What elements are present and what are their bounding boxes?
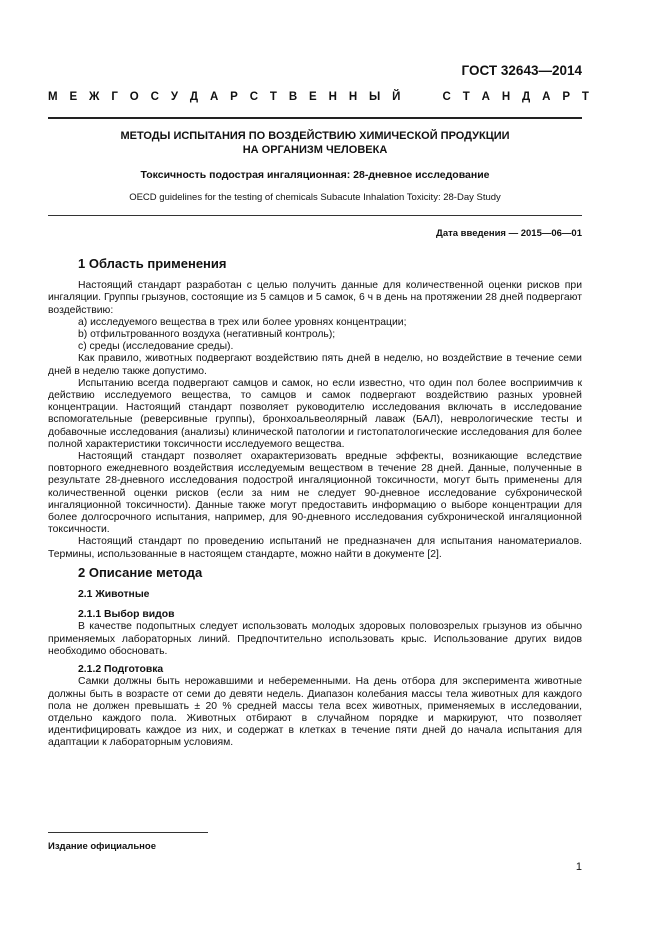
subsection-2-1-heading: 2.1 Животные (78, 589, 150, 601)
subsection-2-1-1-heading: 2.1.1 Выбор видов (78, 609, 175, 621)
title-line-1: МЕТОДЫ ИСПЫТАНИЯ ПО ВОЗДЕЙСТВИЮ ХИМИЧЕСКОЙ ПРОДУКЦИИ (120, 130, 510, 142)
paragraph: Испытанию всегда подвергают самцов и самок, но если известно, что один пол более восприимчив к действию исследуемого вещества, то самцов и самок подвергают воздействию разных уровней концентрации. Настоящий стандарт позволяет руководителю исследования включать в исследование вспомогательные (реверсивные группы), бронхоальвеолярный лаваж (БАЛ), неврологические тесты и добавочные исследования (анализы) клинической патологии и гистопатологические исследования для более полной характеристики токсичности исследуемого вещества. (48, 377, 582, 450)
letter: А (481, 91, 490, 103)
title-divider (48, 215, 582, 216)
paragraph: Как правило, животных подвергают воздействию пять дней в неделю, но воздействие в течение семи дней в неделю также допустимо. (48, 353, 582, 377)
letter: У (170, 91, 178, 103)
paragraph: В качестве подопытных следует использовать молодых здоровых половозрелых грызунов из обычно применяемых лабораторных линий. Предпочтительно использовать крыс. Использование других видов необходимо обосновать. (48, 621, 582, 657)
letter: А (542, 91, 551, 103)
document-body (48, 258, 582, 750)
official-edition-label: Издание официальное (48, 841, 156, 852)
list-item: b) отфильтрованного воздуха (негативный контроль); (78, 329, 336, 341)
english-title: OECD guidelines for the testing of chemicals Subacute Inhalation Toxicity: 28-Day Study (129, 192, 501, 203)
letter: С (150, 91, 159, 103)
letter: Н (501, 91, 511, 103)
document-title (48, 129, 582, 157)
letter: С (442, 91, 451, 103)
subsection-2-1-2-heading: 2.1.2 Подготовка (78, 664, 164, 676)
letter: Ы (369, 91, 381, 103)
letter: В (288, 91, 298, 103)
letter: Р (562, 91, 571, 103)
letter: О (129, 91, 139, 103)
letter: Т (581, 91, 589, 103)
letter: Т (462, 91, 470, 103)
letter: Й (392, 91, 401, 103)
paragraph: Самки должны быть нерожавшими и небеременными. На день отбора для эксперимента животные должны быть в возрасте от семи до девяти недель. Диапазон колебания массы тела животных для каждого пола не должен превышать ± 20 % средней массы тела всех животных, применяемых в исследовании, отдельно каждого пола. Животных отбирают в случайном порядке и маркируют, что позволяет идентифицировать каждое из них, и содержат в клетках в течение пяти дней до начала испытания для адаптации к лабораторным условиям. (48, 676, 582, 749)
letter: А (209, 91, 219, 103)
introduction-date: Дата введения — 2015—06—01 (436, 228, 582, 239)
letter: Г (111, 91, 118, 103)
interstate-standard-label (48, 91, 589, 103)
list-item: c) среды (исследование среды). (78, 341, 234, 353)
title-line-2: НА ОРГАНИЗМ ЧЕЛОВЕКА (242, 144, 388, 156)
letter: Р (230, 91, 238, 103)
letter-space (427, 91, 430, 103)
letter: Н (348, 91, 358, 103)
page-number: 1 (575, 861, 582, 873)
letter: Д (189, 91, 199, 103)
paragraph: Настоящий стандарт по проведению испытаний не предназначен для испытания наноматериалов. Термины, использованные в настоящем стандарте, можно найти в документе [2]. (48, 536, 582, 560)
letter: С (249, 91, 259, 103)
paragraph: Настоящий стандарт позволяет охарактеризовать вредные эффекты, возникающие вследствие повторного ежедневного воздействия исследуемым веществом в течение 28 дней. Данные, полученные в результате 28-дневного исследования подострой ингаляционной токсичности, могут быть применены для количественной оценки рисков (если за ним не следует 90-дневное исследование субхронической ингаляционной токсичности). Данные также могут предоставить информацию о выборе концентрации для более долгосрочного испытания, например, для 90-дневного исследования субхронической ингаляционной токсичности. (48, 451, 582, 536)
letter: Е (309, 91, 317, 103)
letter: Е (69, 91, 78, 103)
letter: Ж (89, 91, 100, 103)
section-1-heading: 1 Область применения (78, 256, 227, 271)
list-item: a) исследуемого вещества в трех или более уровнях концентрации; (78, 316, 407, 328)
section-2-heading: 2 Описание метода (78, 564, 203, 580)
footer-divider (48, 832, 208, 833)
doc-number: ГОСТ 32643—2014 (461, 63, 582, 78)
letter: М (48, 91, 58, 103)
paragraph: Настоящий стандарт разработан с целью получить данные для количественной оценки рисков при ингаляции. Группы грызунов, состоящие из 5 самцов и 5 самок, 6 ч в день на протяжении 28 дней подвергают воздействию: (48, 280, 582, 316)
document-subtitle: Токсичность подострая ингаляционная: 28-дневное исследование (140, 169, 490, 181)
header-divider (48, 117, 582, 119)
letter-space (412, 91, 415, 103)
letter: Н (328, 91, 337, 103)
letter: Т (269, 91, 277, 103)
letter: Д (522, 91, 531, 103)
